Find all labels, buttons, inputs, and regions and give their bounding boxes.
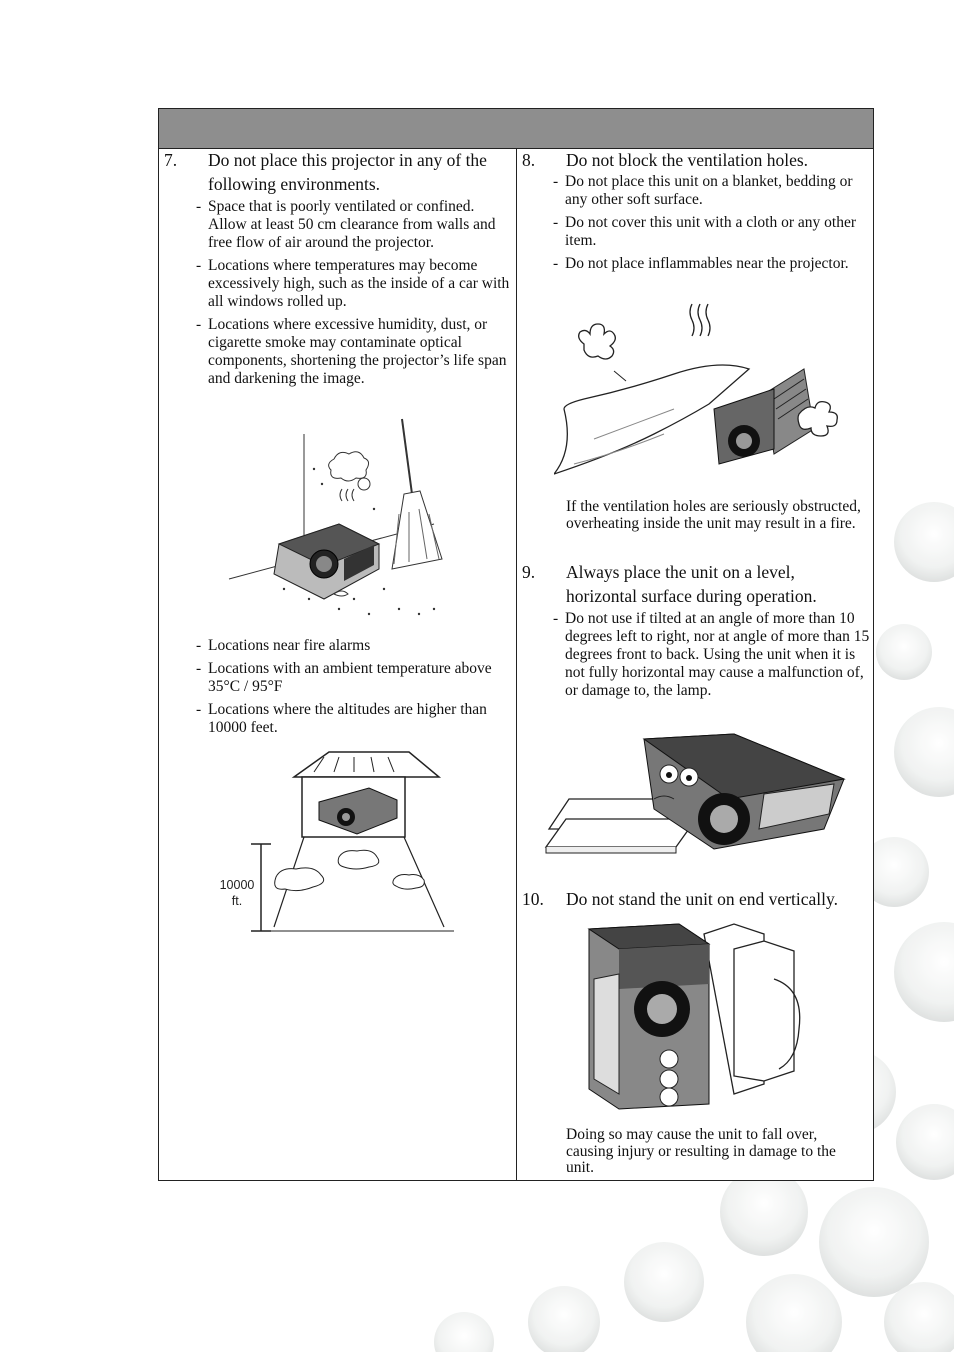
bullet-item: - Do not use if tilted at an angle of more than 10 degrees left to right, nor at angle of more than 15 degrees front to back. Using the unit when it is not fully horizontal may cause a malfunction of, or damage to, the lamp. — [553, 610, 870, 699]
ventilation-note: If the ventilation holes are seriously obstructed, overheating inside the unit may result in a fire. — [566, 498, 861, 532]
item-number: 9. — [522, 562, 536, 582]
item-9 — [522, 560, 872, 610]
bullet-item: - Do not place this unit on a blanket, bedding or any other soft surface. — [553, 173, 853, 208]
column-divider — [516, 148, 517, 1180]
bullet-item: - Locations with an ambient temperature above 35°C / 95°F — [196, 660, 492, 695]
bullet-item: - Locations near fire alarms — [196, 637, 371, 654]
item-title: Do not block the ventilation holes. — [566, 150, 809, 170]
item-title: Do not stand the unit on end vertically. — [566, 889, 839, 909]
item-7 — [164, 148, 514, 198]
item-number: 8. — [522, 150, 536, 170]
bullet-item: - Locations where temperatures may become excessively high, such as the inside of a car with all windows rolled up. — [196, 257, 510, 310]
safety-table — [158, 108, 874, 1181]
item-title-line-2: following environments. — [208, 174, 381, 194]
tilted-projector-illustration — [544, 729, 854, 859]
item-number: 10. — [522, 889, 544, 909]
bullet-item: - Do not place inflammables near the projector. — [553, 255, 849, 272]
altitude-illustration — [214, 747, 464, 937]
item-8 — [522, 148, 872, 172]
item-number: 7. — [164, 150, 178, 170]
item-title-line-1: Always place the unit on a level, — [566, 562, 795, 582]
bullet-item: - Space that is poorly ventilated or confined. Allow at least 50 cm clearance from walls and free flow of air around the projector. — [196, 198, 496, 251]
vertical-projector-illustration — [584, 919, 809, 1114]
item-10 — [522, 887, 872, 911]
altitude-label: 10000 — [219, 878, 255, 892]
dusty-room-illustration — [224, 414, 454, 629]
covered-projector-illustration — [554, 299, 844, 489]
item-title-line-2: horizontal surface during operation. — [566, 586, 817, 606]
item-title-line-1: Do not place this projector in any of the — [208, 150, 487, 170]
bullet-item: - Locations where excessive humidity, dust, or cigarette smoke may contaminate optical components, shortening the projector’s life span and darkening the image. — [196, 316, 507, 387]
table-header-band — [159, 109, 873, 149]
bullet-item: - Do not cover this unit with a cloth or any other item. — [553, 214, 856, 249]
altitude-unit-label: ft. — [231, 894, 243, 908]
bullet-item: - Locations where the altitudes are higher than 10000 feet. — [196, 701, 487, 736]
vertical-warning-note: Doing so may cause the unit to fall over, causing injury or resulting in damage to the unit. — [566, 1126, 836, 1176]
